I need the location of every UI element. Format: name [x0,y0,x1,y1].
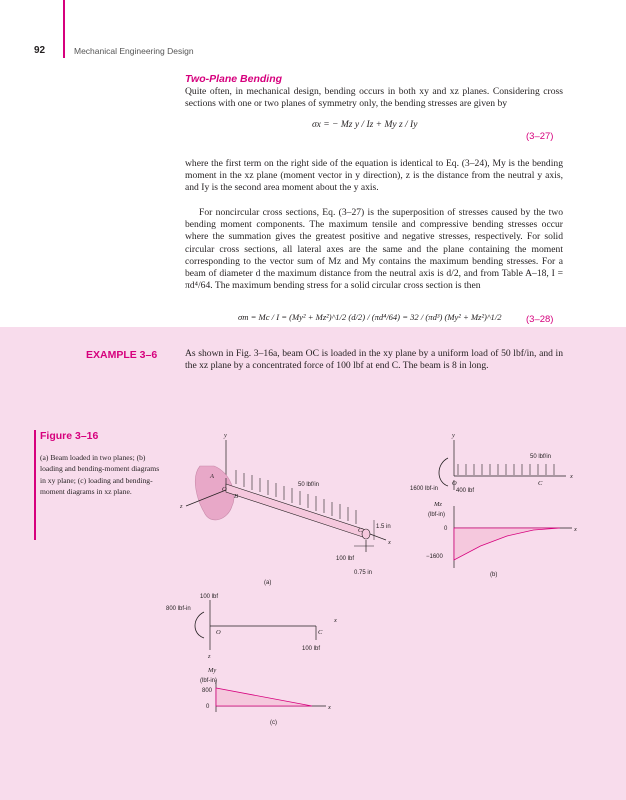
equation-number-3-27: (3–27) [526,131,554,142]
header-divider [63,0,65,58]
label-force-bottom-c: 100 lbf [302,646,321,652]
label-point-o-a: O [222,486,227,493]
paragraph-1: Quite often, in mechanical design, bending occurs in both xy and xz planes. Considering cross sections with one or two planes of symmetry only, the bending stresses are given by [185,86,563,110]
label-x-moment-c: x [328,704,331,711]
label-min-value-b: −1600 [426,554,443,560]
label-load-b: 50 lbf/in [530,454,552,460]
paragraph-2: where the first term on the right side of the equation is identical to Eq. (3–24), My is the bending moment in the xz plane (moment vector in y direction), z is the distance from the neutral y axis, and Iy is the second area moment about the y axis. [185,158,563,194]
label-point-c-b: C [538,480,543,487]
equation-number-3-28: (3–28) [526,314,554,325]
label-y-a: y [224,432,227,439]
label-point-o-c: O [216,629,221,636]
figure-c-diagram [166,590,356,730]
equation-3-28: σm = Mc / I = (My² + Mz²)^1/2 (d/2) / (πd⁴/64) = 32 / (πd³) (My² + Mz²)^1/2 [238,312,502,322]
label-zero-b: 0 [444,526,448,532]
label-point-c-a: C [358,527,363,534]
label-dim-diameter: 0.75 in [354,570,373,576]
reaction-moment-arrow-b [439,458,448,486]
figure-divider [34,430,36,540]
label-force-top-c: 100 lbf [200,594,219,600]
label-moment-unit-b: (lbf-in) [428,512,446,518]
label-dim-length: 1.5 in [376,524,391,530]
label-x-moment-b: x [574,526,577,533]
label-reaction-force-b: 400 lbf [456,488,475,494]
label-x-c: x [334,617,337,624]
equation-3-27: σx = − Mz y / Iz + My z / Iy [312,120,418,130]
subfigure-label-a: (a) [264,580,272,586]
beam-end [362,529,370,539]
label-moment-unit-c: (lbf-in) [200,678,218,684]
label-z-a: z [180,503,183,510]
label-max-value-c: 800 [202,688,213,694]
moment-line-c [216,688,312,706]
section-title: Two-Plane Bending [185,73,283,85]
page-number: 92 [34,45,46,56]
label-x-a: x [388,539,391,546]
subfigure-label-b: (b) [490,572,498,578]
moment-curve-b [454,528,560,560]
running-title: Mechanical Engineering Design [74,46,194,56]
label-x-b: x [570,473,573,480]
figure-b-diagram [410,428,580,588]
label-moment-my: My [208,667,217,674]
distributed-load-arrows-b [458,464,554,475]
label-point-a: A [210,473,214,480]
reaction-moment-arrow-c [195,612,204,638]
paragraph-3: For noncircular cross sections, Eq. (3–27) is the superposition of stresses caused by the two bending moment components. The maximum tensile and compressive bending stresses occur where the summation gives the greatest positive and negative stresses, respectively. For solid circular cross sections, all lateral axes are the same and the plane containing the moment corresponding to the vector sum of Mz and My contains the maximum bending stresses. For a beam of diameter d the maximum distance from the neutral axis is d/2, and from Table A–18, I = πd⁴/64. The maximum bending stress for a solid circular cross section is then [185,207,563,292]
label-z-c: z [208,653,211,660]
page-header [0,42,626,62]
x-axis-a [370,534,386,540]
subfigure-label-c: (c) [270,720,277,726]
label-load-a: 50 lbf/in [298,482,320,488]
label-force-a: 100 lbf [336,556,355,562]
label-point-o-b: O [452,480,457,487]
label-reaction-moment-b: 1600 lbf-in [410,486,439,492]
example-label: EXAMPLE 3–6 [86,349,158,361]
label-zero-c: 0 [206,704,210,710]
label-y-b: y [452,432,455,439]
label-point-c-c: C [318,629,323,636]
label-reaction-moment-c: 800 lbf-in [166,606,191,612]
figure-caption: (a) Beam loaded in two planes; (b) loading and bending-moment diagrams in xy plane; (c) loading and bending-moment diagrams in xz plane. [40,453,160,497]
figure-label: Figure 3–16 [40,430,99,442]
label-point-b: B [234,493,238,500]
example-text: As shown in Fig. 3–16a, beam OC is loaded in the xy plane by a uniform load of 50 lbf/in, and in the xz plane by a concentrated force of 100 lbf at end C. The beam is 8 in long. [185,348,563,372]
figure-a-diagram [170,428,400,588]
label-moment-mz: Mz [434,501,442,508]
beam-body [226,484,366,538]
